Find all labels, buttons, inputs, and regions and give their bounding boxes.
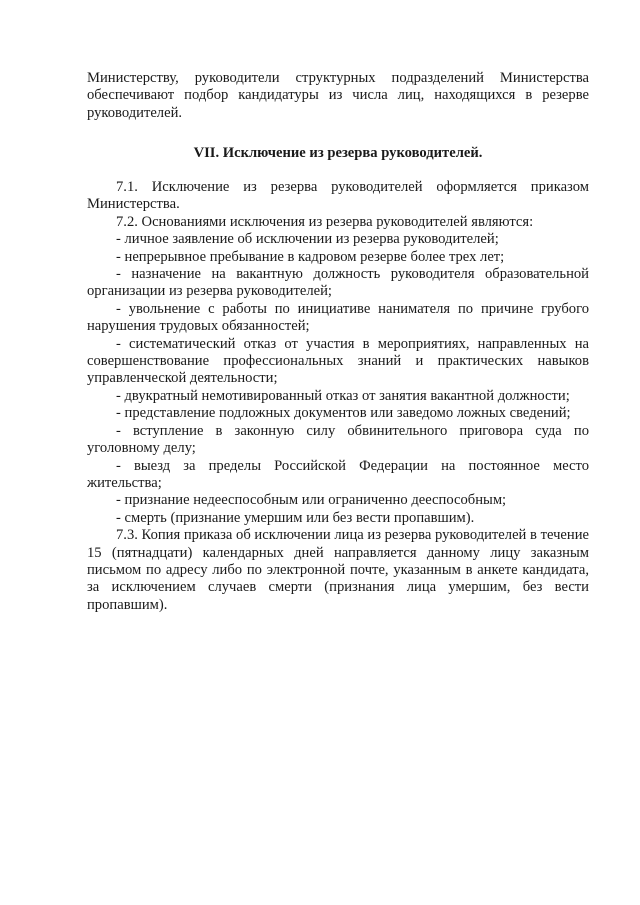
- ground-item: - смерть (признание умершим или без вести пропавшим).: [116, 509, 475, 526]
- ground-item: - непрерывное пребывание в кадровом резерве более трех лет;: [116, 248, 505, 265]
- paragraph-7-1: 7.1. Исключение из резерва руководителей оформляется приказом Министерства.: [87, 179, 589, 213]
- ground-item: - увольнение с работы по инициативе нанимателя по причине грубого нарушения трудовых обязанностей;: [87, 300, 589, 335]
- ground-item: - выезд за пределы Российской Федерации на постоянное место жительства;: [87, 457, 589, 491]
- paragraph-7-3: 7.3. Копия приказа об исключении лица из резерва руководителей в течение 15 (пятнадцати) календарных дней направляется данному лицу заказным письмом по адресу либо по электронной почте, указанным в анкете кандидата, за исключением случаев смерти (признания лица умершим, без вести пропавшим).: [87, 527, 589, 613]
- ground-item: - представление подложных документов или заведомо ложных сведений;: [116, 405, 571, 422]
- ground-item: - признание недееспособным или ограниченно дееспособным;: [116, 492, 507, 509]
- section-body: [87, 179, 589, 614]
- section-title: VII. Исключение из резерва руководителей.: [193, 145, 483, 161]
- ground-item: - двукратный немотивированный отказ от занятия вакантной должности;: [116, 387, 570, 404]
- intro-block: [87, 70, 589, 122]
- ground-item: - назначение на вакантную должность руководителя образовательной организации из резерва руководителей;: [87, 266, 589, 300]
- ground-item: - систематический отказ от участия в мероприятиях, направленных на совершенствование профессиональных знаний и практических навыков управленческой деятельности;: [87, 335, 589, 387]
- ground-item: - личное заявление об исключении из резерва руководителей;: [116, 231, 499, 248]
- ground-item: - вступление в законную силу обвинительного приговора суда по уголовному делу;: [87, 422, 589, 457]
- intro-paragraph: Министерству, руководители структурных подразделений Министерства обеспечивают подбор кандидатуры из числа лиц, находящихся в резерве руководителей.: [87, 70, 589, 121]
- paragraph-7-2: 7.2. Основаниями исключения из резерва руководителей являются:: [116, 213, 534, 230]
